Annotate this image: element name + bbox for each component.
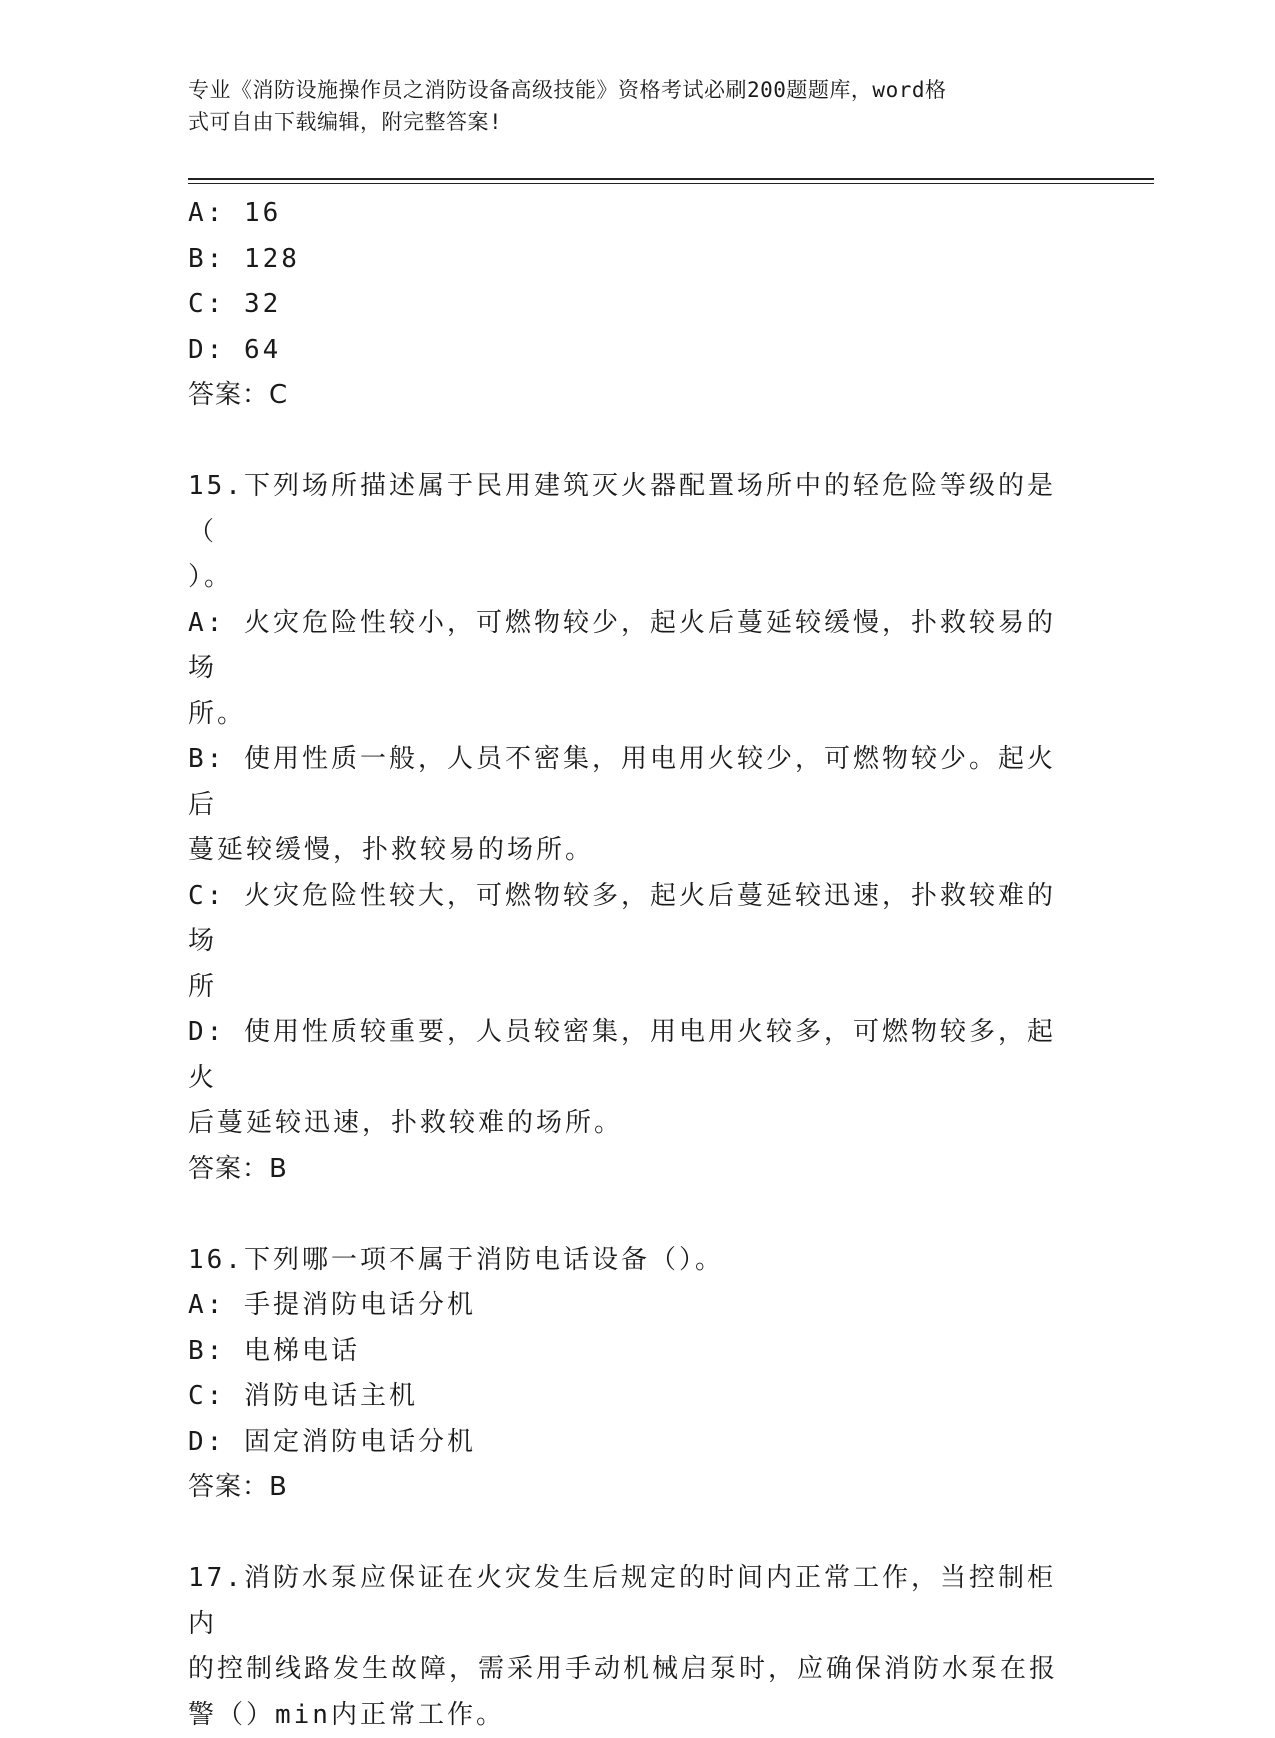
- question-17-stem-3: 警（）min内正常工作。: [188, 1693, 1068, 1738]
- option-b: B: 128: [188, 237, 1068, 283]
- header-divider-thick: [188, 178, 1154, 180]
- option-a: A: 手提消防电话分机: [188, 1283, 1068, 1329]
- document-header: [188, 74, 1068, 138]
- question-14-answer: 答案：C: [188, 373, 1068, 419]
- question-content: [188, 191, 1068, 1738]
- option-b: B: 电梯电话: [188, 1329, 1068, 1375]
- option-b-line-2: 蔓延较缓慢，扑救较易的场所。: [188, 828, 1068, 874]
- question-15-stem-1: 15.下列场所描述属于民用建筑灭火器配置场所中的轻危险等级的是（: [188, 464, 1068, 555]
- question-17-stem-1: 17.消防水泵应保证在火灾发生后规定的时间内正常工作，当控制柜内: [188, 1556, 1068, 1647]
- option-c: C: 32: [188, 282, 1068, 328]
- option-a: A: 16: [188, 191, 1068, 237]
- option-d-line-1: D: 使用性质较重要，人员较密集，用电用火较多，可燃物较多，起火: [188, 1010, 1068, 1101]
- question-17-stem-2: 的控制线路发生故障，需采用手动机械启泵时，应确保消防水泵在报: [188, 1647, 1068, 1693]
- question-14-options: [188, 191, 1068, 373]
- spacer: [188, 1511, 1068, 1557]
- question-16-answer: 答案：B: [188, 1465, 1068, 1511]
- option-d: D: 固定消防电话分机: [188, 1420, 1068, 1466]
- option-c-line-1: C: 火灾危险性较大，可燃物较多，起火后蔓延较迅速，扑救较难的场: [188, 874, 1068, 965]
- spacer: [188, 1192, 1068, 1238]
- header-line-2: 式可自由下载编辑，附完整答案!: [188, 106, 1068, 138]
- option-c: C: 消防电话主机: [188, 1374, 1068, 1420]
- option-a-line-2: 所。: [188, 692, 1068, 738]
- header-divider-thin: [188, 183, 1154, 184]
- option-c-line-2: 所: [188, 965, 1068, 1011]
- question-16-stem: 16.下列哪一项不属于消防电话设备（）。: [188, 1238, 1068, 1284]
- option-d-line-2: 后蔓延较迅速，扑救较难的场所。: [188, 1101, 1068, 1147]
- option-d: D: 64: [188, 328, 1068, 374]
- spacer: [188, 419, 1068, 465]
- option-a-line-1: A: 火灾危险性较小，可燃物较少，起火后蔓延较缓慢，扑救较易的场: [188, 601, 1068, 692]
- option-b-line-1: B: 使用性质一般，人员不密集，用电用火较少，可燃物较少。起火后: [188, 737, 1068, 828]
- question-15-stem-2: ）。: [188, 555, 1068, 601]
- question-15-answer: 答案：B: [188, 1147, 1068, 1193]
- header-line-1: 专业《消防设施操作员之消防设备高级技能》资格考试必刷200题题库，word格: [188, 74, 1068, 106]
